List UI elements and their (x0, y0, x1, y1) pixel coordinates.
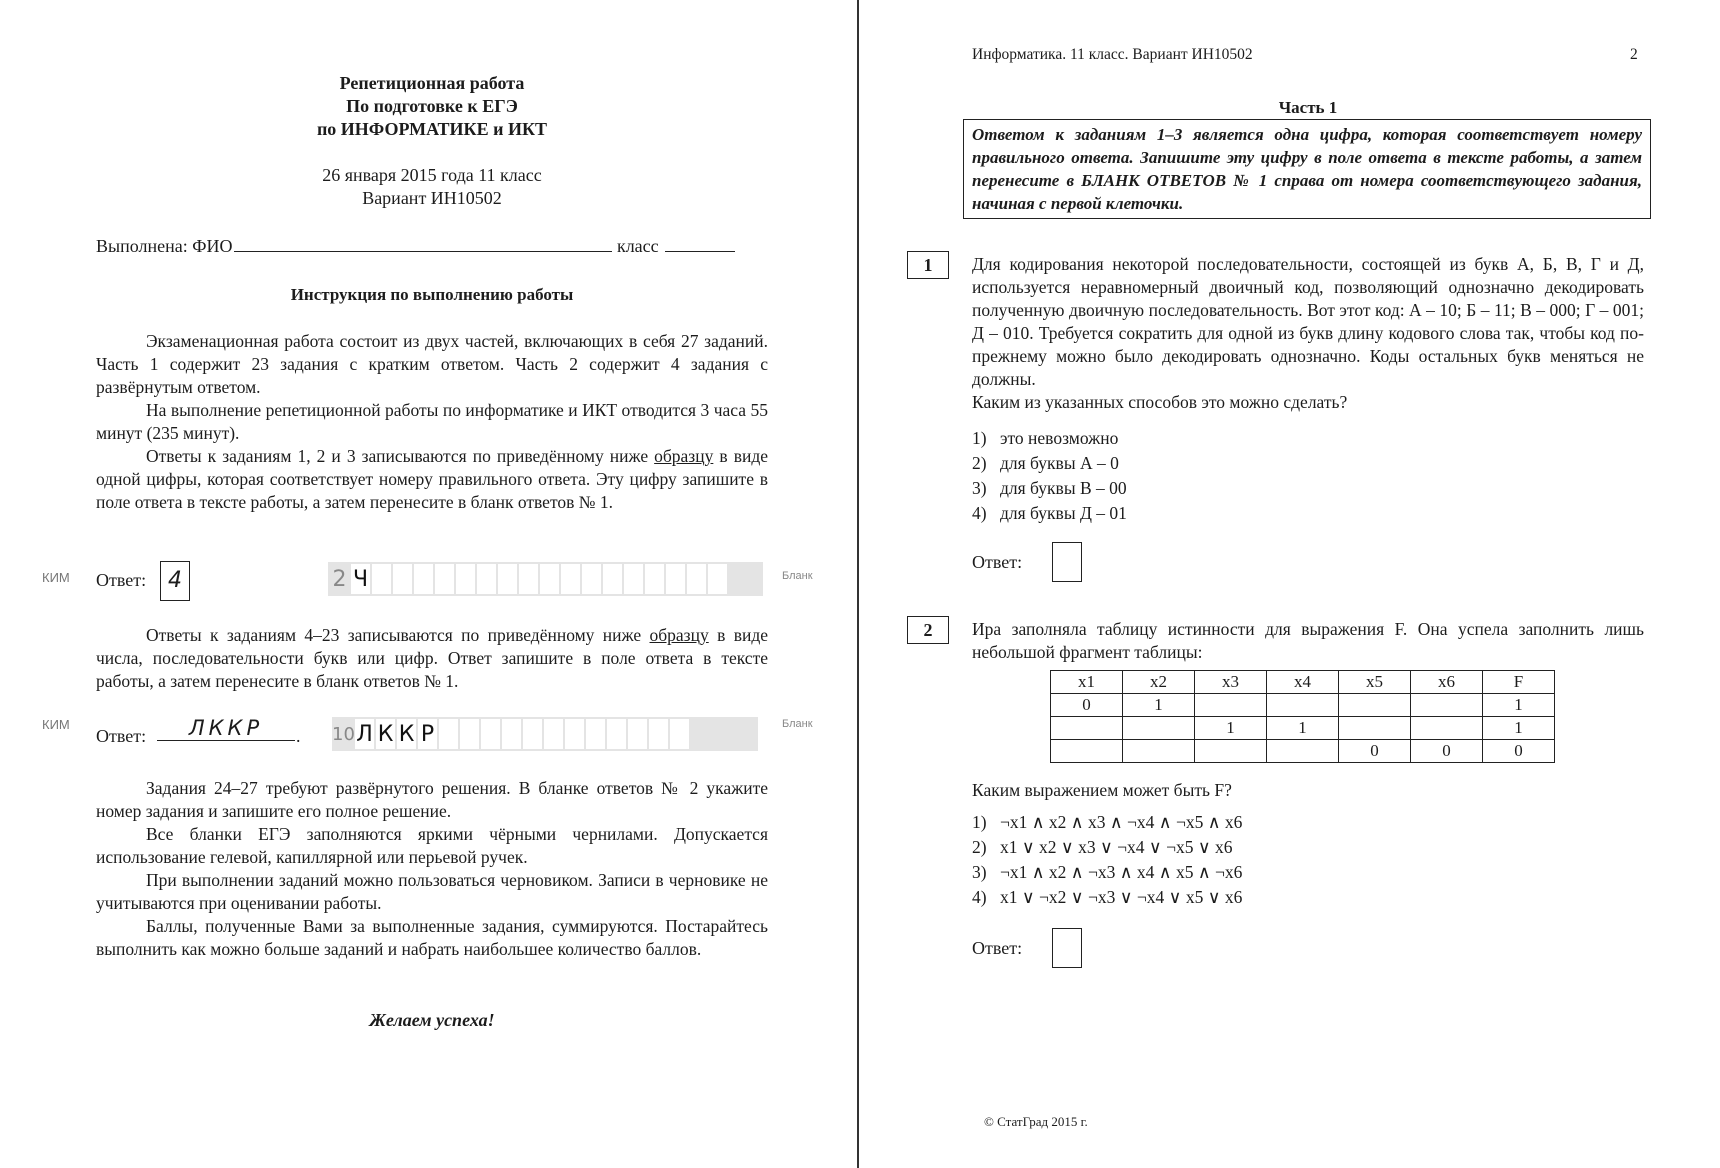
form-cell (435, 564, 454, 594)
task-2-question: Каким выражением может быть F? (972, 780, 1232, 800)
document-title (96, 72, 768, 141)
example-answer-line: ЛККР (157, 716, 295, 741)
form-cell (477, 564, 496, 594)
paragraph: Экзаменационная работа состоит из двух частей, включающих в себя 27 заданий. Часть 1 содержит 23 задания с кратким ответом. Часть 2 содержит 4 задания с развёрнутым ответом. (96, 331, 768, 397)
option[interactable] (972, 451, 1127, 476)
table-cell: 0 (1411, 740, 1483, 763)
task-number-1: 1 (907, 251, 949, 279)
paragraph: Баллы, полученные Вами за выполненные задания, суммируются. Постарайтесь выполнить как можно больше заданий и набрать наибольшее количество баллов. (96, 916, 768, 959)
answer-label: Ответ: (96, 570, 147, 590)
copyright-footer: © СтатГрад 2015 г. (984, 1114, 1088, 1129)
table-cell: 0 (1483, 740, 1555, 763)
answer-label: Ответ: (96, 726, 147, 746)
table-header-row (1051, 671, 1555, 694)
option[interactable] (972, 835, 1242, 860)
option-text: для буквы В – 00 (1000, 478, 1127, 498)
option-text: это невозможно (1000, 428, 1119, 448)
class-field[interactable] (665, 237, 735, 252)
blank-label: Бланк (782, 718, 813, 730)
table-cell: 1 (1123, 694, 1195, 717)
table-cell (1411, 717, 1483, 740)
form-cell (540, 564, 559, 594)
option-number: 3) (972, 478, 987, 498)
table-cell: 0 (1339, 740, 1411, 763)
running-header: Информатика. 11 класс. Вариант ИН10502 (972, 46, 1253, 63)
answer-label: Ответ: (972, 552, 1023, 572)
table-cell (1267, 740, 1339, 763)
task-1-answer-box[interactable] (1052, 542, 1082, 582)
form-cell (670, 719, 689, 749)
form-cell (607, 719, 626, 749)
table-header-cell: x2 (1123, 671, 1195, 694)
form-cell (544, 719, 563, 749)
sample-link: образцу (654, 446, 714, 466)
table-header-cell: x6 (1411, 671, 1483, 694)
table-cell (1195, 740, 1267, 763)
instruction-paragraph-4 (96, 624, 768, 693)
option[interactable] (972, 476, 1127, 501)
instruction-paragraphs-1 (96, 330, 768, 514)
form-cell (414, 564, 433, 594)
title-line-3: по ИНФОРМАТИКЕ и ИКТ (316, 119, 548, 139)
option-text: для буквы Д – 01 (1000, 503, 1127, 523)
table-cell: 1 (1267, 717, 1339, 740)
title-line-2: По подготовке к ЕГЭ (346, 96, 518, 116)
table-cell (1339, 694, 1411, 717)
table-cell (1123, 717, 1195, 740)
instruction-heading: Инструкция по выполнению работы (290, 285, 574, 304)
form-cell (456, 564, 475, 594)
form-cell: К (376, 719, 395, 749)
paragraph-text: в виде числа, последовательности букв или цифр. Ответ запишите в поле ответа в тексте работы, а затем перенесите в бланк ответов № 1. (96, 625, 768, 691)
option[interactable] (972, 501, 1127, 526)
form-cell (372, 564, 391, 594)
table-header-cell: x1 (1051, 671, 1123, 694)
option[interactable] (972, 885, 1242, 910)
page-number: 2 (1630, 46, 1638, 63)
example-answer-box: 4 (160, 561, 190, 601)
table-header-cell: x3 (1195, 671, 1267, 694)
table-cell (1051, 717, 1123, 740)
table-header-cell: x4 (1267, 671, 1339, 694)
table-row (1051, 717, 1555, 740)
answer-dot: . (296, 726, 301, 746)
fio-field[interactable] (234, 237, 612, 252)
option-number: 3) (972, 862, 987, 882)
fio-label: Выполнена: ФИО (96, 236, 233, 256)
form-cell (582, 564, 601, 594)
task-2-text: Ира заполняла таблицу истинности для выражения F. Она успела заполнить лишь небольшой фрагмент таблицы: (972, 619, 1644, 662)
form-cell (561, 564, 580, 594)
sample-link: образцу (649, 625, 709, 645)
date-line: 26 января 2015 года 11 класс (322, 165, 542, 185)
task-number-2: 2 (907, 616, 949, 644)
form-cell (586, 719, 605, 749)
fio-line (96, 236, 776, 257)
answer-form-strip (332, 717, 758, 751)
table-header-cell: F (1483, 671, 1555, 694)
answer-label: Ответ: (972, 938, 1023, 958)
form-cell (498, 564, 517, 594)
paragraph: На выполнение репетиционной работы по информатике и ИКТ отводится 3 часа 55 минут (235 минут). (96, 400, 768, 443)
answer-form-strip (328, 562, 763, 596)
form-cell (481, 719, 500, 749)
form-cell (502, 719, 521, 749)
option-number: 1) (972, 812, 987, 832)
paragraph (96, 624, 768, 693)
form-cell (460, 719, 479, 749)
option[interactable] (972, 810, 1242, 835)
part-instruction-box: Ответом к заданиям 1–3 является одна цифра, которая соответствует номеру правильного ответа. Запишите эту цифру в поле ответа в тексте работы, а затем перенесите в БЛАНК ОТВЕТОВ № 1 справа от номера соответствующего задания, начиная с первой клеточки. (963, 119, 1651, 219)
date-block (96, 164, 768, 210)
form-cell (624, 564, 643, 594)
form-cell (649, 719, 668, 749)
table-cell (1051, 740, 1123, 763)
table-cell (1267, 694, 1339, 717)
table-cell: 1 (1195, 717, 1267, 740)
form-cell (708, 564, 727, 594)
paragraph: При выполнении заданий можно пользоваться черновиком. Записи в черновике не учитываются при оценивании работы. (96, 870, 768, 913)
kim-label: КИМ (42, 717, 70, 732)
task-2-answer-box[interactable] (1052, 928, 1082, 968)
blank-label: Бланк (782, 570, 813, 582)
form-task-number: 10 (334, 719, 353, 749)
page-divider (857, 0, 859, 1168)
table-cell (1411, 694, 1483, 717)
option[interactable] (972, 860, 1242, 885)
form-cell (393, 564, 412, 594)
form-cell (603, 564, 622, 594)
option-number: 4) (972, 503, 987, 523)
form-cell (645, 564, 664, 594)
task-1-options (972, 426, 1127, 526)
option-number: 4) (972, 887, 987, 907)
table-cell: 1 (1483, 717, 1555, 740)
option-number: 2) (972, 837, 987, 857)
table-cell (1195, 694, 1267, 717)
paragraph (96, 445, 768, 514)
option-text: x1 ∨ ¬x2 ∨ ¬x3 ∨ ¬x4 ∨ x5 ∨ x6 (1000, 887, 1243, 907)
table-cell: 1 (1483, 694, 1555, 717)
option-text: ¬x1 ∧ x2 ∧ x3 ∧ ¬x4 ∧ ¬x5 ∧ x6 (1000, 812, 1243, 832)
table-row (1051, 740, 1555, 763)
table-cell (1123, 740, 1195, 763)
kim-label: КИМ (42, 570, 70, 585)
form-cell (628, 719, 647, 749)
form-cell (565, 719, 584, 749)
class-label: класс (616, 236, 659, 256)
title-line-1: Репетиционная работа (339, 73, 525, 93)
variant-line: Вариант ИН10502 (362, 188, 502, 208)
paragraph-text: Ответы к заданиям 1, 2 и 3 записываются по приведённому ниже (146, 446, 649, 466)
option-text: ¬x1 ∧ x2 ∧ ¬x3 ∧ x4 ∧ x5 ∧ ¬x6 (1000, 862, 1243, 882)
paragraph-text: в виде одной цифры, которая соответствует номеру правильного ответа. Эту цифру запишите в поле ответа в тексте работы, а затем перенесите в бланк ответов № 1. (96, 446, 768, 512)
paragraph: Задания 24–27 требуют развёрнутого решения. В бланке ответов № 2 укажите номер задания и запишите его полное решение. (96, 778, 768, 821)
table-row (1051, 694, 1555, 717)
option-number: 1) (972, 428, 987, 448)
form-cell (523, 719, 542, 749)
option-text: x1 ∨ x2 ∨ x3 ∨ ¬x4 ∨ ¬x5 ∨ x6 (1000, 837, 1233, 857)
paragraph: Все бланки ЕГЭ заполняются яркими чёрными чернилами. Допускается использование гелевой, капиллярной или перьевой ручек. (96, 824, 768, 867)
task-1-text (972, 253, 1644, 414)
task-1-body: Для кодирования некоторой последовательности, состоящей из букв А, Б, В, Г и Д, используется неравномерный двоичный код, позволяющий однозначно декодировать полученную двоичную последовательность. Вот этот код: А – 10; Б – 11; В – 000; Г – 001; Д – 010. Требуется сократить для одной из букв длину кодового слова так, чтобы код по-прежнему можно было декодировать однозначно. Коды остальных букв меняться не должны. (972, 254, 1644, 389)
form-cell (519, 564, 538, 594)
task-2-options (972, 810, 1242, 910)
table-cell (1339, 717, 1411, 740)
form-cell: Р (418, 719, 437, 749)
form-cell (687, 564, 706, 594)
form-cell: Ч (351, 564, 370, 594)
form-task-number: 2 (330, 564, 349, 594)
option-text: для буквы А – 0 (1000, 453, 1119, 473)
option-number: 2) (972, 453, 987, 473)
truth-table (1050, 670, 1555, 763)
form-cell (439, 719, 458, 749)
instruction-paragraphs-2 (96, 777, 768, 961)
part-title: Часть 1 (1278, 98, 1338, 117)
option[interactable] (972, 426, 1127, 451)
task-1-question: Каким из указанных способов это можно сделать? (972, 392, 1348, 412)
table-header-cell: x5 (1339, 671, 1411, 694)
form-cell (666, 564, 685, 594)
form-cell: Л (355, 719, 374, 749)
paragraph-text: Ответы к заданиям 4–23 записываются по приведённому ниже (146, 625, 642, 645)
table-cell: 0 (1051, 694, 1123, 717)
closing-wish: Желаем успеха! (369, 1010, 495, 1030)
form-cell: К (397, 719, 416, 749)
